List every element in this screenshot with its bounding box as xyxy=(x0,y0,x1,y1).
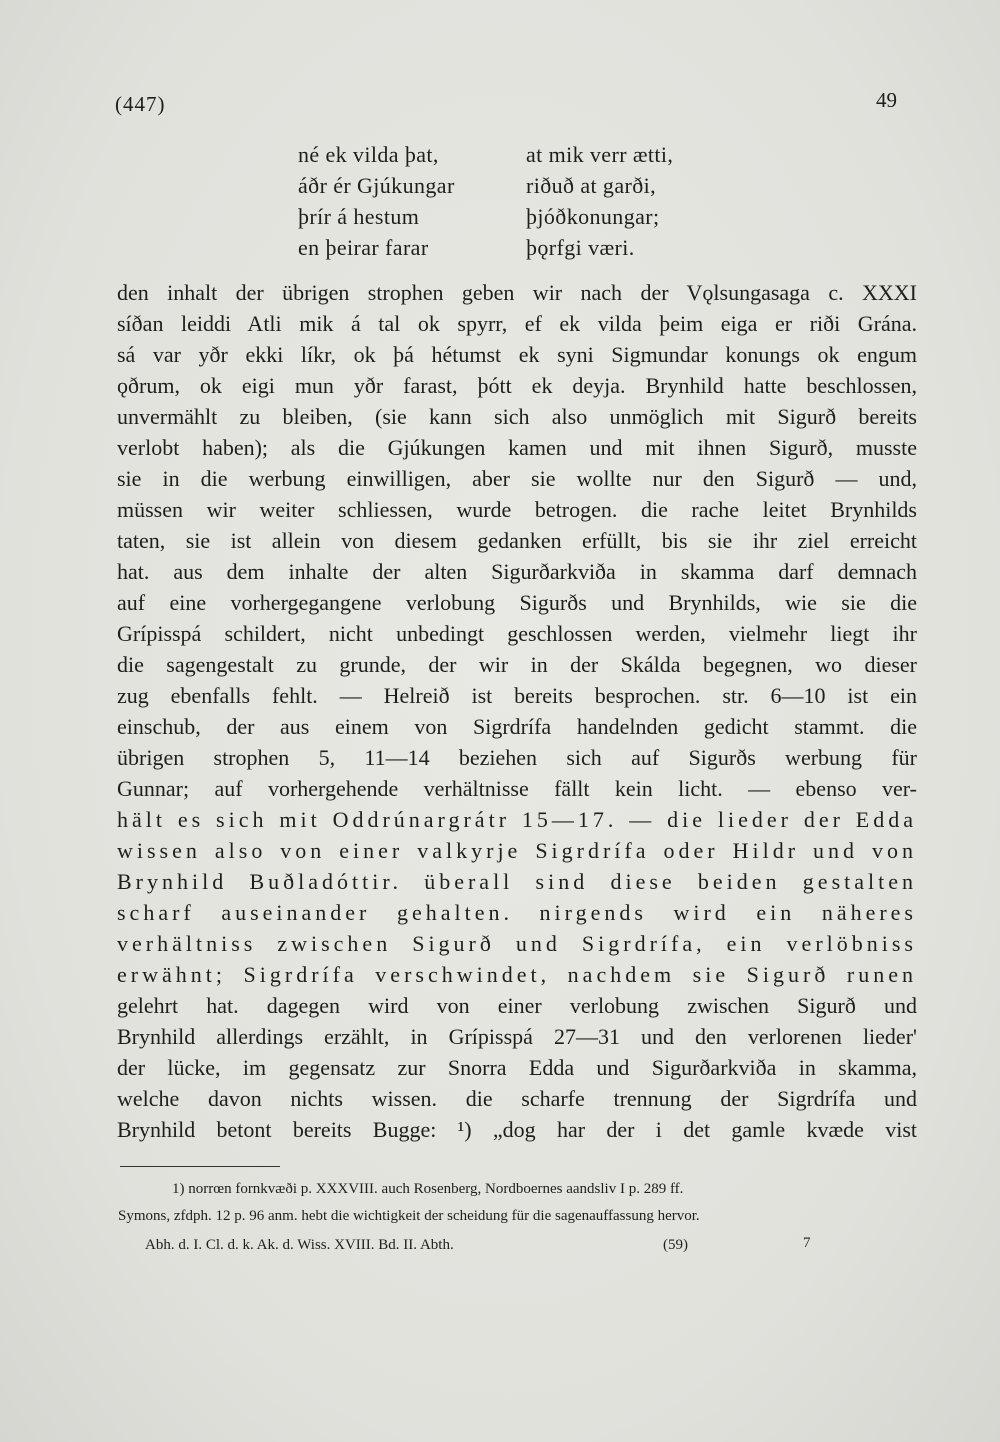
body-line: müssen wir weiter schliessen, wurde betrogen. die rache leitet Brynhilds xyxy=(117,497,917,522)
page-number: 49 xyxy=(876,88,897,112)
body-line: Brynhild betont bereits Bugge: ¹) „dog har der i det gamle kvæde vist xyxy=(117,1117,917,1142)
verse-line-left: né ek vilda þat, xyxy=(298,142,439,167)
body-line: Brynhild allerdings erzählt, in Grípisspá 27—31 und den verlorenen lieder' xyxy=(117,1024,917,1049)
verse-line-right: riðuð at garði, xyxy=(526,173,657,198)
body-line: ǫðrum, ok eigi mun yðr farast, þótt ek deyja. Brynhild hatte beschlossen, xyxy=(117,373,917,398)
body-line: verlobt haben); als die Gjúkungen kamen und mit ihnen Sigurð, musste xyxy=(117,435,917,460)
body-line: der lücke, im gegensatz zur Snorra Edda und Sigurðarkviða in skamma, xyxy=(117,1055,917,1080)
body-line: gelehrt hat. dagegen wird von einer verlobung zwischen Sigurð und xyxy=(117,993,917,1018)
body-line: übrigen strophen 5, 11—14 beziehen sich auf Sigurðs werbung für xyxy=(117,745,917,770)
body-line: einschub, der aus einem von Sigrdrífa handelnden gedicht stammt. die xyxy=(117,714,917,739)
signature-code: (59) xyxy=(663,1237,688,1253)
body-line: sie in die werbung einwilligen, aber sie wollte nur den Sigurð — und, xyxy=(117,466,917,491)
verse-line-left: áðr ér Gjúkungar xyxy=(298,173,455,198)
verse-line-right: þǫrfgi væri. xyxy=(526,235,635,260)
footnote-line: 1) norrœn fornkvæði p. XXXVIII. auch Rosenberg, Nordboernes aandsliv I p. 289 ff. xyxy=(172,1181,684,1197)
body-line: wissen also von einer valkyrje Sigrdrífa oder Hildr und von xyxy=(117,838,917,863)
body-line: zug ebenfalls fehlt. — Helreið ist bereits besprochen. str. 6—10 ist ein xyxy=(117,683,917,708)
verse-line-left: þrír á hestum xyxy=(298,204,420,229)
body-line: hat. aus dem inhalte der alten Sigurðarkviða in skamma darf demnach xyxy=(117,559,917,584)
body-line: Grípisspá schildert, nicht unbedingt geschlossen werden, vielmehr liegt ihr xyxy=(117,621,917,646)
footnote-divider xyxy=(120,1166,280,1167)
body-line: taten, sie ist allein von diesem gedanken erfüllt, bis sie ihr ziel erreicht xyxy=(117,528,917,553)
body-line: scharf auseinander gehalten. nirgends wird ein näheres xyxy=(117,900,917,925)
body-line: die sagengestalt zu grunde, der wir in der Skálda begegnen, wo dieser xyxy=(117,652,917,677)
body-line: auf eine vorhergegangene verlobung Sigurðs und Brynhilds, wie sie die xyxy=(117,590,917,615)
verse-line-right: þjóðkonungar; xyxy=(526,204,660,229)
body-line: verhältniss zwischen Sigurð und Sigrdrífa, ein verlöbniss xyxy=(117,931,917,956)
body-line: Gunnar; auf vorhergehende verhältnisse fällt kein licht. — ebenso ver- xyxy=(117,776,917,801)
page-number-bracketed: (447) xyxy=(115,92,166,116)
signature-text: Abh. d. I. Cl. d. k. Ak. d. Wiss. XVIII. Bd. II. Abth. xyxy=(145,1237,454,1253)
footnote-line: Symons, zfdph. 12 p. 96 anm. hebt die wichtigkeit der scheidung für die sagenauffassung hervor. xyxy=(118,1208,700,1224)
body-line: síðan leiddi Atli mik á tal ok spyrr, ef ek vilda þeim eiga er riði Grána. xyxy=(117,311,917,336)
verse-line-left: en þeirar farar xyxy=(298,235,429,260)
body-line: Brynhild Buðladóttir. überall sind diese beiden gestalten xyxy=(117,869,917,894)
body-line: welche davon nichts wissen. die scharfe trennung der Sigrdrífa und xyxy=(117,1086,917,1111)
body-line: den inhalt der übrigen strophen geben wir nach der Vǫlsungasaga c. XXXI xyxy=(117,280,917,305)
body-line: erwähnt; Sigrdrífa verschwindet, nachdem sie Sigurð runen xyxy=(117,962,917,987)
verse-line-right: at mik verr ætti, xyxy=(526,142,674,167)
body-line: hält es sich mit Oddrúnargrátr 15—17. — die lieder der Edda xyxy=(117,807,917,832)
body-line: unvermählt zu bleiben, (sie kann sich also unmöglich mit Sigurð bereits xyxy=(117,404,917,429)
body-line: sá var yðr ekki líkr, ok þá hétumst ek syni Sigmundar konungs ok engum xyxy=(117,342,917,367)
signature-number: 7 xyxy=(803,1235,811,1251)
